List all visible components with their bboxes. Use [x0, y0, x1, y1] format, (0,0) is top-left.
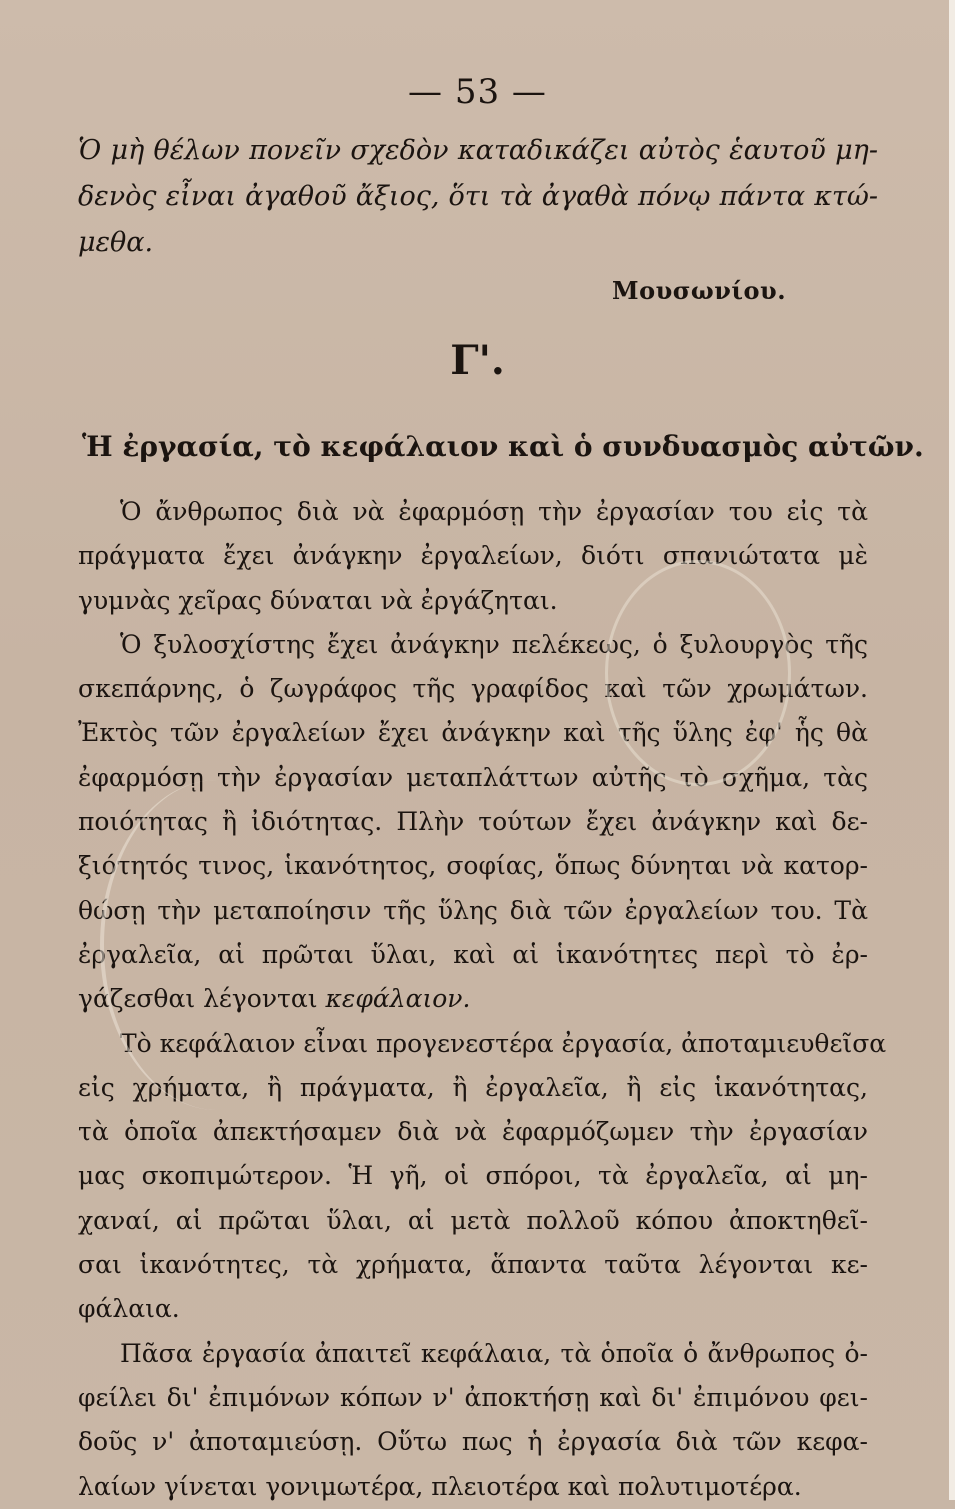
body-line: Τὸ κεφάλαιον εἶναι προγενεστέρα ἐργασία, ἀποταμιευθεῖσα	[120, 1028, 887, 1058]
epigraph-line: Ὁ μὴ θέλων πονεῖν σχεδὸν καταδικάζει αὐτὸς ἑαυτοῦ μη-	[78, 135, 878, 166]
body-line: ἐφαρμόσῃ τὴν ἐργασίαν μεταπλάττων αὐτῆς τὸ σχῆμα, τὰς	[78, 762, 868, 792]
body-line-text: γάζεσθαι λέγονται	[78, 984, 326, 1014]
body-line: τὰ ὁποῖα ἀπεκτήσαμεν διὰ νὰ ἐφαρμόζωμεν τὴν ἐργασίαν	[78, 1117, 868, 1147]
body-line: Ὁ ἄνθρωπος διὰ νὰ ἐφαρμόσῃ τὴν ἐργασίαν του εἰς τὰ	[120, 497, 868, 526]
italic-term: κεφάλαιον.	[325, 984, 471, 1014]
body-line	[78, 977, 868, 1021]
body-line: Πᾶσα ἐργασία ἀπαιτεῖ κεφάλαια, τὰ ὁποῖα ὁ ἄνθρωπος ὀ-	[120, 1338, 868, 1368]
epigraph-attribution: Μουσωνίου.	[612, 276, 787, 305]
body-line: ποιότητας ἢ ἰδιότητας. Πλὴν τούτων ἔχει ἀνάγκην καὶ δε-	[78, 807, 868, 837]
section-numeral: Γ'.	[450, 337, 505, 384]
page-number: — 53 —	[408, 72, 547, 112]
section-heading: Ἡ ἐργασία, τὸ κεφάλαιον καὶ ὁ συνδυασμὸς αὐτῶν.	[82, 430, 924, 463]
body-line: Ἐκτὸς τῶν ἐργαλείων ἔχει ἀνάγκην καὶ τῆς ὕλης ἐφ' ἧς θὰ	[78, 718, 868, 748]
epigraph-line: μεθα.	[78, 227, 154, 258]
body-line: Ὁ ξυλοσχίστης ἔχει ἀνάγκην πελέκεως, ὁ ξυλουργὸς τῆς	[120, 629, 868, 659]
body-line: λαίων γίνεται γονιμωτέρα, πλειοτέρα καὶ πολυτιμοτέρα.	[78, 1471, 802, 1501]
body-line: σκεπάρνης, ὁ ζωγράφος τῆς γραφίδος καὶ τῶν χρωμάτων.	[78, 674, 868, 704]
body-line: δοῦς ν' ἀποταμιεύσῃ. Οὕτω πως ἡ ἐργασία διὰ τῶν κεφα-	[78, 1427, 868, 1457]
body-line: πράγματα ἔχει ἀνάγκην ἐργαλείων, διότι σπανιώτατα μὲ	[78, 541, 868, 571]
body-line: εἰς χρήματα, ἢ πράγματα, ἢ ἐργαλεῖα, ἢ εἰς ἱκανότητας,	[78, 1072, 868, 1102]
epigraph-line: δενὸς εἶναι ἀγαθοῦ ἄξιος, ὅτι τὰ ἀγαθὰ πόνῳ πάντα κτώ-	[78, 181, 878, 212]
body-line: γυμνὰς χεῖρας δύναται νὰ ἐργάζηται.	[78, 585, 558, 615]
body-line: χαναί, αἱ πρῶται ὕλαι, αἱ μετὰ πολλοῦ κόπου ἀποκτηθεῖ-	[78, 1205, 868, 1235]
body-line: ἐργαλεῖα, αἱ πρῶται ὕλαι, καὶ αἱ ἱκανότητες περὶ τὸ ἐρ-	[78, 939, 868, 969]
body-line: σαι ἱκανότητες, τὰ χρήματα, ἅπαντα ταῦτα λέγονται κε-	[78, 1250, 868, 1280]
body-line: θώσῃ τὴν μεταποίησιν τῆς ὕλης διὰ τῶν ἐργαλείων του. Τὰ	[78, 895, 868, 925]
body-line: φείλει δι' ἐπιμόνων κόπων ν' ἀποκτήσῃ καὶ δι' ἐπιμόνου φει-	[78, 1382, 868, 1412]
page-edge	[949, 0, 955, 1500]
body-text	[78, 490, 887, 1509]
body-line: μας σκοπιμώτερον. Ἡ γῆ, οἱ σπόροι, τὰ ἐργαλεῖα, αἱ μη-	[78, 1161, 868, 1191]
body-line: ξιότητός τινος, ἱκανότητος, σοφίας, ὅπως δύνηται νὰ κατορ-	[78, 851, 868, 881]
epigraph	[78, 128, 878, 266]
body-line: φάλαια.	[78, 1294, 180, 1324]
